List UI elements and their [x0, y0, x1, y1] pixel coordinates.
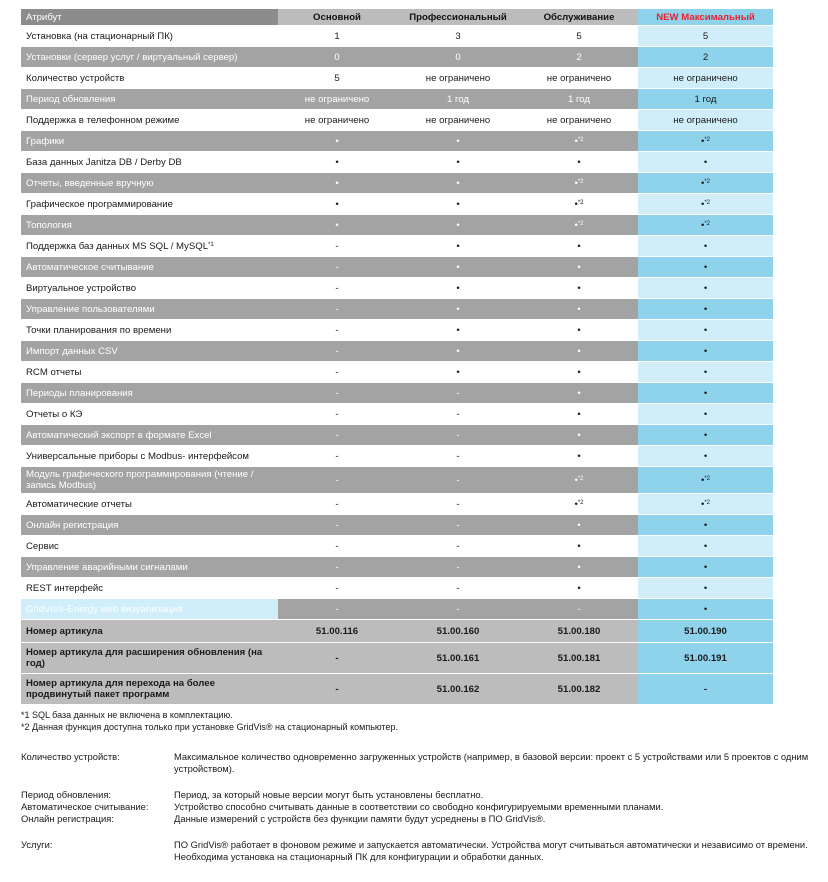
cell-professional: 51.00.160: [396, 620, 520, 643]
table-body: [21, 26, 773, 705]
cell-service: •: [520, 536, 638, 557]
cell-attribute: Период обновления: [21, 89, 278, 110]
cell-service: •: [520, 446, 638, 467]
table-header-row: [21, 9, 773, 26]
cell-attribute: Графическое программирование: [21, 194, 278, 215]
cell-max: •$^{*2}$: [638, 131, 773, 152]
cell-service: •: [520, 236, 638, 257]
cell-professional: -: [396, 404, 520, 425]
cell-attribute: REST интерфейс: [21, 578, 278, 599]
cell-professional: •: [396, 152, 520, 173]
cell-basic: -: [278, 674, 396, 705]
cell-max: •: [638, 446, 773, 467]
cell-professional: •: [396, 362, 520, 383]
cell-max: •: [638, 383, 773, 404]
cell-professional: •: [396, 236, 520, 257]
cell-max: не ограничено: [638, 110, 773, 131]
cell-professional: •: [396, 320, 520, 341]
cell-service: •: [520, 299, 638, 320]
cell-service: •: [520, 320, 638, 341]
cell-max: •: [638, 515, 773, 536]
footnote-marker: *2: [704, 178, 711, 185]
table-row: [21, 557, 773, 578]
table-row: [21, 278, 773, 299]
header-professional: Профессиональный: [396, 9, 520, 26]
footnote-marker: *2: [577, 178, 584, 185]
table-row: [21, 299, 773, 320]
cell-attribute: Модуль графического программирования (чтение / запись Modbus): [21, 467, 278, 494]
cell-attribute: GridVis®-Energy web визуализация: [21, 599, 278, 620]
cell-basic: -: [278, 362, 396, 383]
table-row: [21, 341, 773, 362]
footer-row: [21, 620, 773, 643]
cell-service: •: [520, 557, 638, 578]
cell-professional: -: [396, 383, 520, 404]
table-row: [21, 320, 773, 341]
cell-attribute: Графики: [21, 131, 278, 152]
definition-text: Максимальное количество одновременно загруженных устройств (например, в базовой версии: проект с 5 устройствами или 5 проектов с одним устройством).: [174, 751, 809, 774]
cell-max: •: [638, 341, 773, 362]
cell-basic: -: [278, 467, 396, 494]
cell-basic: -: [278, 515, 396, 536]
cell-basic: •: [278, 194, 396, 215]
cell-attribute: Поддержка в телефонном режиме: [21, 110, 278, 131]
cell-service: •$^{*2}$: [520, 494, 638, 515]
cell-basic: -: [278, 536, 396, 557]
cell-basic: не ограничено: [278, 110, 396, 131]
table-row: [21, 362, 773, 383]
cell-professional: •: [396, 173, 520, 194]
cell-attribute: Универсальные приборы с Modbus- интерфейсом: [21, 446, 278, 467]
cell-attribute: Топология: [21, 215, 278, 236]
cell-basic: -: [278, 383, 396, 404]
footnote-1: *1 SQL база данных не включена в комплектацию.: [21, 710, 233, 720]
cell-attribute: Сервис: [21, 536, 278, 557]
cell-professional: •: [396, 215, 520, 236]
cell-basic: -: [278, 494, 396, 515]
table-row: [21, 578, 773, 599]
cell-basic: -: [278, 299, 396, 320]
header-max: NEW Максимальный: [638, 9, 773, 26]
cell-basic: -: [278, 599, 396, 620]
cell-professional: •: [396, 131, 520, 152]
definition-label: Автоматическое считывание:: [21, 801, 149, 812]
cell-professional: •: [396, 257, 520, 278]
cell-attribute: Периоды планирования: [21, 383, 278, 404]
table-row: [21, 26, 773, 47]
cell-max: •$^{*2}$: [638, 215, 773, 236]
table-row: [21, 383, 773, 404]
cell-professional: 1 год: [396, 89, 520, 110]
definition-label: Онлайн регистрация:: [21, 813, 114, 824]
cell-professional: не ограничено: [396, 68, 520, 89]
cell-service: 1 год: [520, 89, 638, 110]
cell-max: •: [638, 404, 773, 425]
cell-basic: -: [278, 320, 396, 341]
cell-service: •: [520, 152, 638, 173]
footer-row: [21, 643, 773, 674]
cell-professional: 3: [396, 26, 520, 47]
cell-service: •: [520, 278, 638, 299]
cell-service: 5: [520, 26, 638, 47]
cell-max: •: [638, 236, 773, 257]
cell-service: •: [520, 362, 638, 383]
definition-label: Услуги:: [21, 839, 53, 850]
cell-service: •: [520, 515, 638, 536]
cell-service: •$^{*2}$: [520, 194, 638, 215]
footnotes: [21, 709, 398, 733]
footnote-marker: *1: [208, 241, 214, 248]
header-basic: Основной: [278, 9, 396, 26]
table-row: [21, 47, 773, 68]
cell-service: •$^{*2}$: [520, 131, 638, 152]
header-service: Обслуживание: [520, 9, 638, 26]
cell-service: 2: [520, 47, 638, 68]
table-row: [21, 494, 773, 515]
cell-professional: -: [396, 494, 520, 515]
cell-attribute: Поддержка баз данных MS SQL / MySQL$^{*1}$: [21, 236, 278, 257]
table-row: [21, 173, 773, 194]
table-row: [21, 467, 773, 494]
cell-attribute: Номер артикула для расширения обновления (на год): [21, 643, 278, 674]
comparison-table: [21, 9, 773, 705]
cell-professional: -: [396, 536, 520, 557]
cell-professional: -: [396, 425, 520, 446]
table-row: [21, 194, 773, 215]
table-row: [21, 215, 773, 236]
cell-max: •: [638, 278, 773, 299]
table-row: [21, 425, 773, 446]
cell-max: 51.00.190: [638, 620, 773, 643]
cell-max: •$^{*2}$: [638, 467, 773, 494]
cell-max: •$^{*2}$: [638, 194, 773, 215]
footnote-marker: *2: [704, 136, 711, 143]
footnote-marker: *2: [577, 220, 584, 227]
cell-max: •: [638, 362, 773, 383]
definition-update-period: [21, 789, 821, 801]
cell-professional: -: [396, 578, 520, 599]
cell-max: •: [638, 425, 773, 446]
cell-professional: •: [396, 341, 520, 362]
cell-service: •$^{*2}$: [520, 173, 638, 194]
definition-label: Период обновления:: [21, 789, 112, 800]
table-row: [21, 131, 773, 152]
footnote-marker: *2: [704, 499, 711, 506]
footer-row: [21, 674, 773, 705]
cell-basic: -: [278, 643, 396, 674]
cell-max: •: [638, 557, 773, 578]
cell-basic: 51.00.116: [278, 620, 396, 643]
cell-attribute: Виртуальное устройство: [21, 278, 278, 299]
cell-basic: -: [278, 446, 396, 467]
cell-service: •: [520, 383, 638, 404]
cell-service: 51.00.182: [520, 674, 638, 705]
cell-max: •$^{*2}$: [638, 173, 773, 194]
table-row: [21, 257, 773, 278]
cell-service: не ограничено: [520, 68, 638, 89]
cell-attribute: Автоматические отчеты: [21, 494, 278, 515]
cell-attribute: Установки (сервер услуг / виртуальный сервер): [21, 47, 278, 68]
cell-basic: -: [278, 341, 396, 362]
cell-basic: 5: [278, 68, 396, 89]
cell-service: •: [520, 425, 638, 446]
cell-max: не ограничено: [638, 68, 773, 89]
footnote-marker: *2: [704, 199, 711, 206]
cell-service: •: [520, 578, 638, 599]
cell-basic: 1: [278, 26, 396, 47]
cell-attribute: Управление пользователями: [21, 299, 278, 320]
table-row: [21, 536, 773, 557]
cell-max: 51.00.191: [638, 643, 773, 674]
cell-service: •: [520, 404, 638, 425]
cell-service: •: [520, 257, 638, 278]
cell-basic: 0: [278, 47, 396, 68]
cell-attribute: Точки планирования по времени: [21, 320, 278, 341]
definition-services: [21, 839, 821, 863]
cell-professional: -: [396, 446, 520, 467]
cell-professional: -: [396, 557, 520, 578]
cell-service: •$^{*2}$: [520, 467, 638, 494]
cell-max: •: [638, 152, 773, 173]
cell-max: •: [638, 320, 773, 341]
footnote-marker: *2: [704, 220, 711, 227]
table-row: [21, 152, 773, 173]
cell-professional: •: [396, 299, 520, 320]
cell-basic: не ограничено: [278, 89, 396, 110]
footnote-marker: *2: [577, 475, 584, 482]
cell-attribute: Номер артикула для перехода на более продвинутый пакет программ: [21, 674, 278, 705]
cell-attribute: Количество устройств: [21, 68, 278, 89]
table-row: [21, 236, 773, 257]
cell-attribute: Установка (на стационарный ПК): [21, 26, 278, 47]
cell-attribute: Управление аварийными сигналами: [21, 557, 278, 578]
cell-basic: -: [278, 278, 396, 299]
cell-basic: -: [278, 578, 396, 599]
cell-attribute: Номер артикула: [21, 620, 278, 643]
footnote-marker: *2: [704, 475, 711, 482]
table-row: [21, 599, 773, 620]
cell-max: •: [638, 257, 773, 278]
cell-attribute: Автоматический экспорт в формате Excel: [21, 425, 278, 446]
cell-professional: 0: [396, 47, 520, 68]
cell-max: •: [638, 599, 773, 620]
cell-max: •: [638, 578, 773, 599]
table-row: [21, 446, 773, 467]
cell-attribute: Онлайн регистрация: [21, 515, 278, 536]
table-row: [21, 404, 773, 425]
cell-professional: •: [396, 278, 520, 299]
cell-basic: •: [278, 215, 396, 236]
footnote-marker: *2: [577, 136, 584, 143]
cell-basic: -: [278, 425, 396, 446]
cell-max: •$^{*2}$: [638, 494, 773, 515]
cell-professional: не ограничено: [396, 110, 520, 131]
definition-text: Период, за который новые версии могут быть установлены бесплатно.: [174, 789, 484, 800]
table-row: [21, 515, 773, 536]
cell-max: •: [638, 299, 773, 320]
cell-max: 5: [638, 26, 773, 47]
cell-service: 51.00.181: [520, 643, 638, 674]
cell-max: •: [638, 536, 773, 557]
cell-attribute: Импорт данных CSV: [21, 341, 278, 362]
definition-text: Данные измерений с устройств без функции памяти будут усреднены в ПО GridVis®.: [174, 813, 546, 824]
cell-attribute: RCM отчеты: [21, 362, 278, 383]
cell-max: 1 год: [638, 89, 773, 110]
cell-service: не ограничено: [520, 110, 638, 131]
definition-text: ПО GridVis® работает в фоновом режиме и запускается автоматически. Устройства могут считываться автоматически и независимо от времени. Необходима установка на стационарный ПК для конфигурации и обработки данных.: [174, 839, 808, 862]
cell-professional: 51.00.161: [396, 643, 520, 674]
cell-service: 51.00.180: [520, 620, 638, 643]
header-attribute: Атрибут: [21, 9, 278, 26]
cell-professional: -: [396, 467, 520, 494]
cell-attribute: Отчеты, введенные вручную: [21, 173, 278, 194]
cell-basic: •: [278, 173, 396, 194]
cell-service: •$^{*2}$: [520, 215, 638, 236]
cell-basic: -: [278, 236, 396, 257]
cell-max: 2: [638, 47, 773, 68]
definition-auto-read: [21, 801, 821, 813]
cell-basic: -: [278, 257, 396, 278]
cell-basic: •: [278, 131, 396, 152]
footnote-2: *2 Данная функция доступна только при установке GridVis® на стационарный компьютер.: [21, 722, 398, 732]
cell-professional: -: [396, 515, 520, 536]
cell-max: -: [638, 674, 773, 705]
table-row: [21, 68, 773, 89]
table-row: [21, 89, 773, 110]
cell-attribute: Отчеты о КЭ: [21, 404, 278, 425]
definition-text: Устройство способно считывать данные в соответствии со свободно конфигурируемыми временными планами.: [174, 801, 664, 812]
cell-professional: •: [396, 194, 520, 215]
footnote-marker: *2: [577, 199, 584, 206]
cell-service: •: [520, 341, 638, 362]
cell-attribute: Автоматическое считывание: [21, 257, 278, 278]
cell-professional: 51.00.162: [396, 674, 520, 705]
definition-online-registration: [21, 813, 821, 825]
definition-label: Количество устройств:: [21, 751, 120, 762]
cell-basic: -: [278, 404, 396, 425]
cell-basic: -: [278, 557, 396, 578]
cell-professional: -: [396, 599, 520, 620]
definition-device-count: [21, 751, 821, 775]
cell-attribute: База данных Janitza DB / Derby DB: [21, 152, 278, 173]
cell-service: -: [520, 599, 638, 620]
table-row: [21, 110, 773, 131]
footnote-marker: *2: [577, 499, 584, 506]
cell-basic: •: [278, 152, 396, 173]
